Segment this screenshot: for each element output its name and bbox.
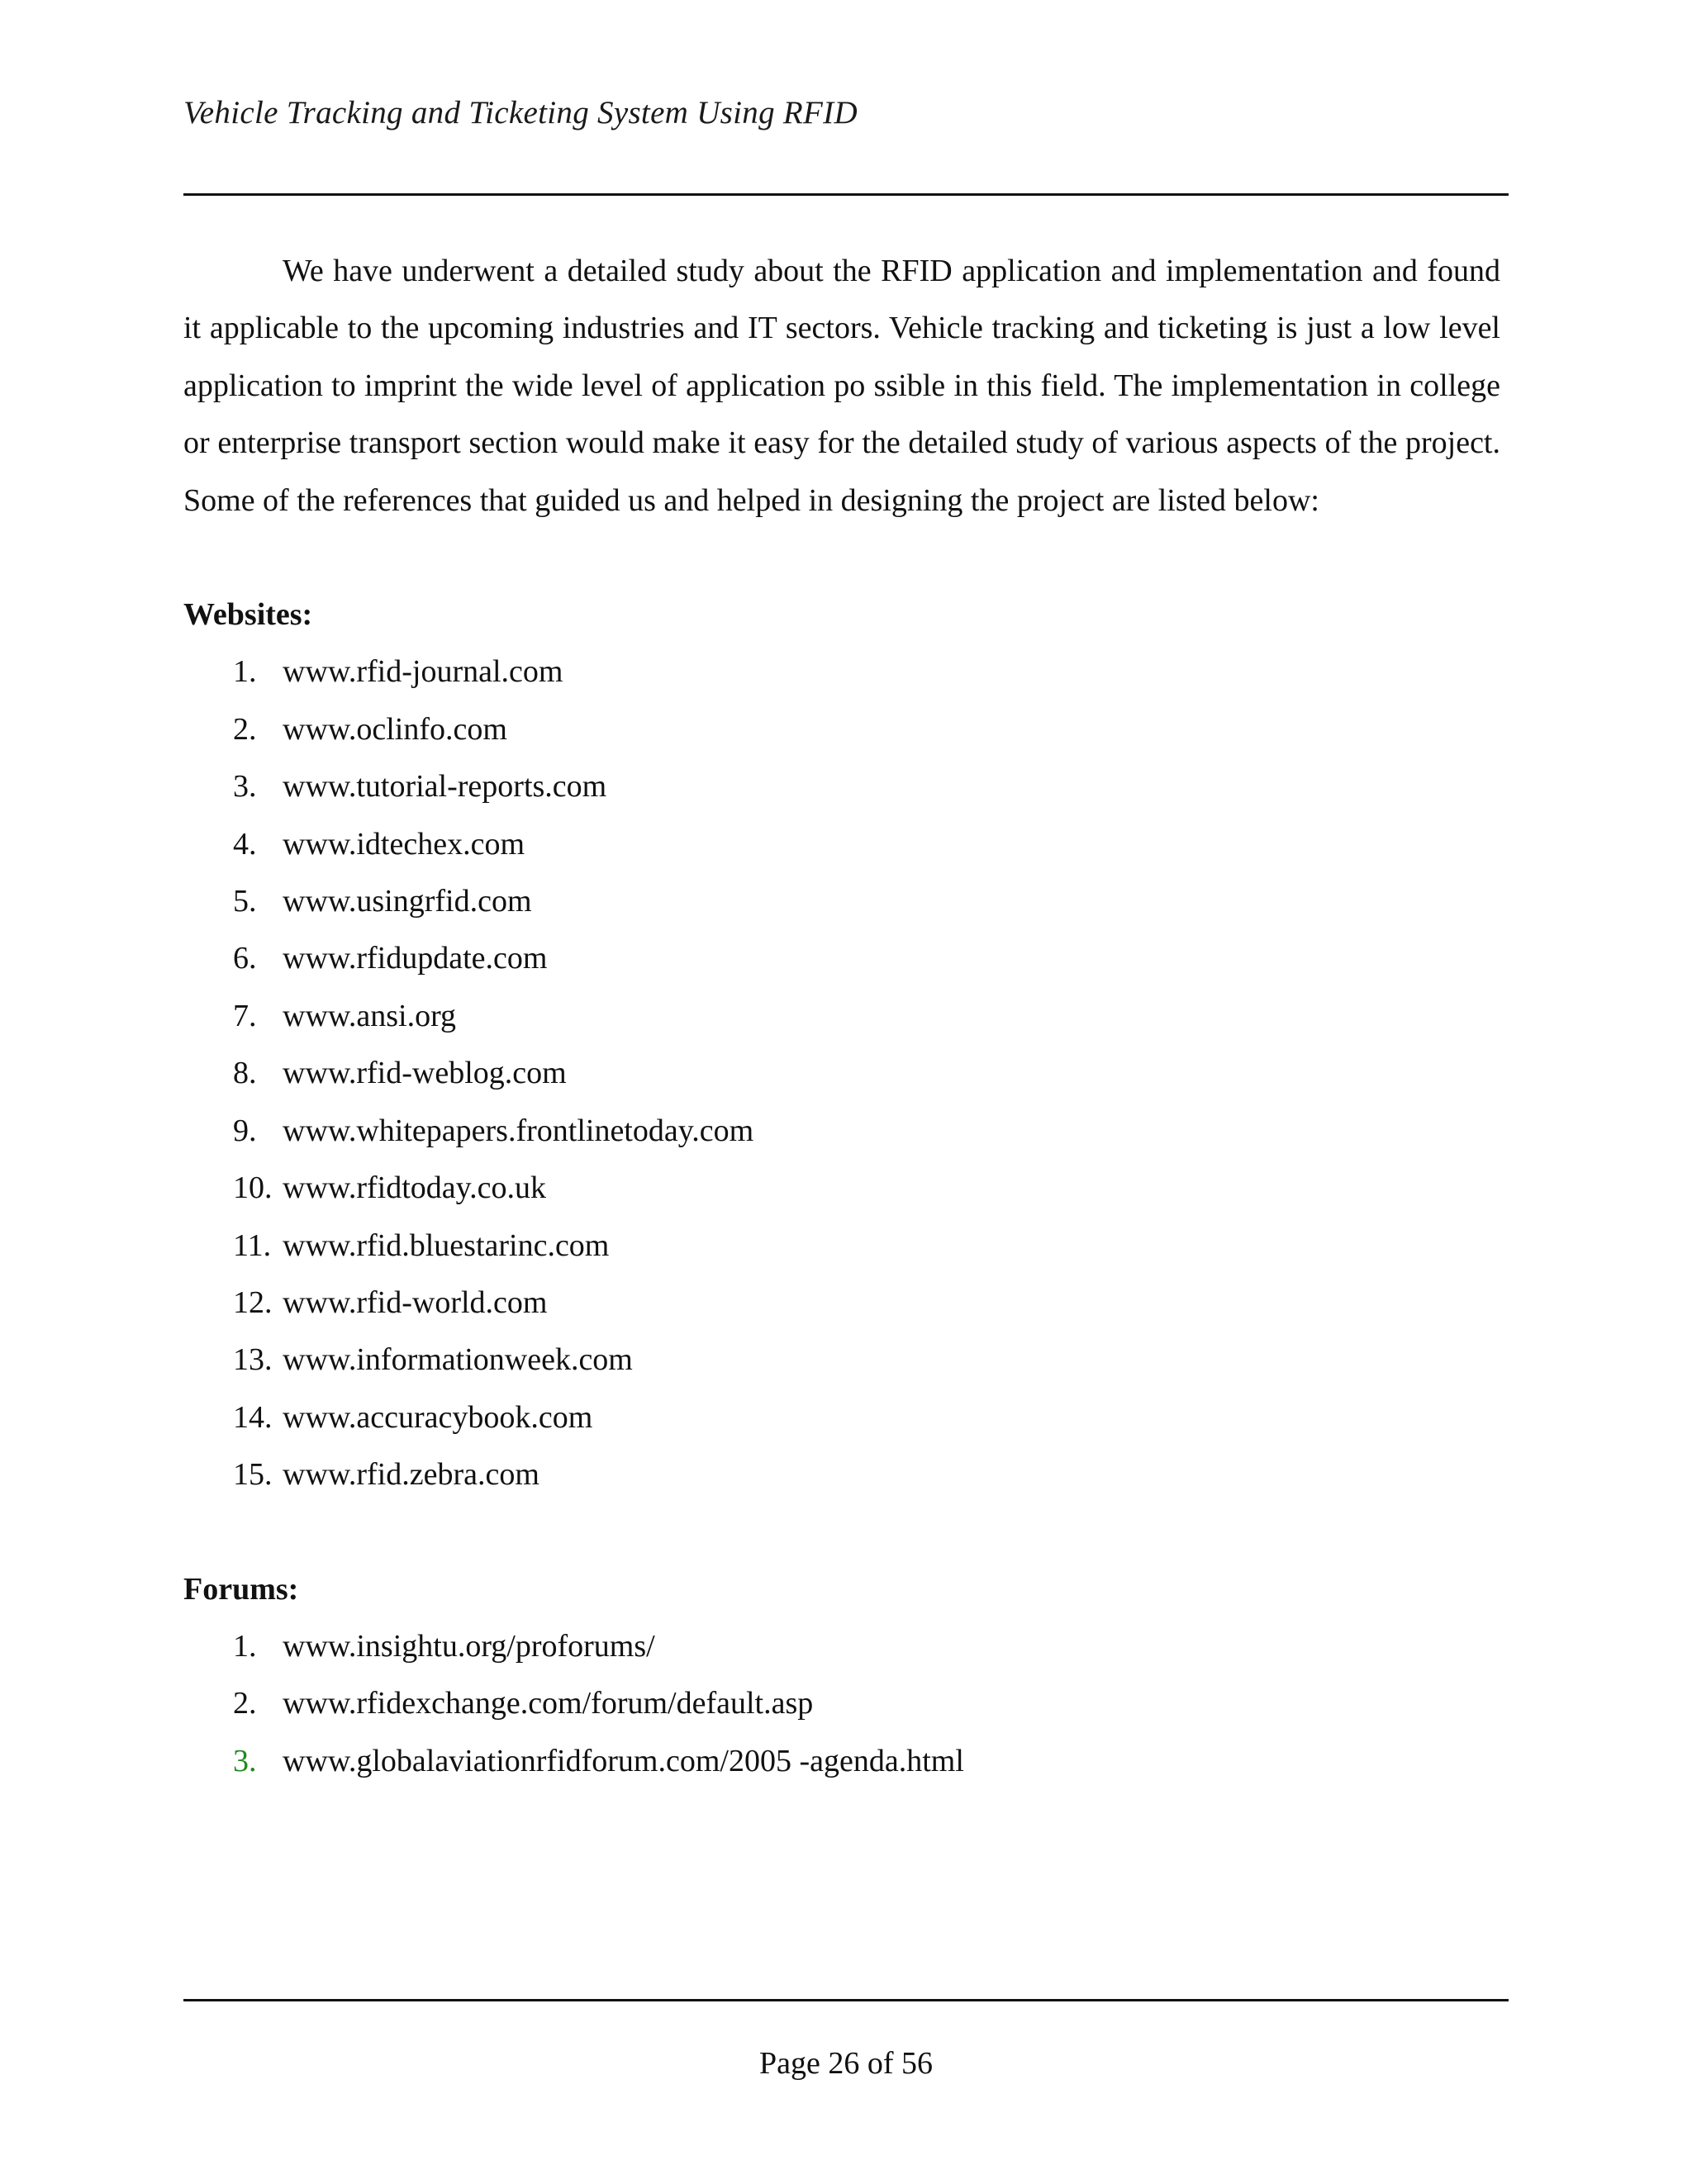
- list-item: [183, 1275, 1500, 1332]
- website-link: www.oclinfo.com: [283, 711, 507, 747]
- list-item: [183, 1733, 1500, 1790]
- list-item-number: 10.: [233, 1170, 273, 1206]
- header-divider: [183, 193, 1509, 196]
- intro-paragraph: We have underwent a detailed study about the RFID application and implementation and found it applicable to the upcoming industries and IT sectors. Vehicle tracking and ticketing is just a low level application to imprint the wide level of application po ssible in this field. The implementation in college or enterprise transport section would make it easy for the detailed study of various aspects of the project. Some of the references that guided us and helped in designing the project are listed below:: [183, 254, 1500, 518]
- website-link: www.rfid-weblog.com: [283, 1056, 567, 1091]
- website-link: www.idtechex.com: [283, 826, 525, 862]
- forums-list: [183, 1618, 1500, 1790]
- website-link: www.rfid.zebra.com: [283, 1457, 539, 1493]
- list-item-number: 1.: [233, 654, 257, 690]
- list-item: [183, 1675, 1500, 1732]
- list-item-number: 13.: [233, 1342, 273, 1378]
- website-link: www.tutorial-reports.com: [283, 769, 607, 805]
- list-item: [183, 1160, 1500, 1217]
- website-link: www.whitepapers.frontlinetoday.com: [283, 1113, 754, 1148]
- list-item-number: 9.: [233, 1113, 257, 1148]
- list-item-number: 7.: [233, 998, 257, 1033]
- list-item-number: 1.: [233, 1628, 257, 1664]
- list-item-number: 15.: [233, 1457, 273, 1493]
- list-item: [183, 643, 1500, 700]
- list-item-number: 3.: [233, 769, 257, 805]
- page-body: [183, 243, 1500, 1790]
- page-number: Page 26 of 56: [758, 2046, 934, 2081]
- website-link: www.rfidtoday.co.uk: [283, 1170, 547, 1206]
- website-link: www.rfidupdate.com: [283, 941, 548, 976]
- list-item: [183, 988, 1500, 1045]
- list-item-number: 11.: [233, 1227, 272, 1263]
- website-link: www.accuracybook.com: [283, 1399, 593, 1435]
- list-item-number: 6.: [233, 941, 257, 976]
- website-link: www.rfid-world.com: [283, 1284, 548, 1320]
- list-item: [183, 701, 1500, 758]
- list-item: [183, 816, 1500, 873]
- website-link: www.rfid-journal.com: [283, 654, 563, 690]
- list-item: [183, 1446, 1500, 1503]
- list-item: [183, 1218, 1500, 1275]
- website-link: www.informationweek.com: [283, 1342, 633, 1378]
- footer-divider: [183, 1999, 1509, 2001]
- list-item: [183, 1045, 1500, 1102]
- list-item: [183, 1389, 1500, 1446]
- forum-link: www.insightu.org/proforums/: [283, 1628, 655, 1664]
- forum-link: www.rfidexchange.com/forum/default.asp: [283, 1686, 814, 1721]
- list-item-number: 5.: [233, 884, 257, 919]
- website-link: www.ansi.org: [283, 998, 457, 1033]
- website-link: www.rfid.bluestarinc.com: [283, 1227, 610, 1263]
- forum-link: www.globalaviationrfidforum.com/2005 -agenda.html: [283, 1743, 964, 1778]
- running-header-title: Vehicle Tracking and Ticketing System Using RFID: [183, 95, 858, 131]
- list-item-number: 3.: [233, 1743, 257, 1778]
- list-item-number: 12.: [233, 1284, 273, 1320]
- list-item-number: 4.: [233, 826, 257, 862]
- list-item-number: 14.: [233, 1399, 273, 1435]
- list-item: [183, 758, 1500, 815]
- list-item: [183, 873, 1500, 930]
- list-item: [183, 1103, 1500, 1160]
- list-item-number: 8.: [233, 1056, 257, 1091]
- list-item: [183, 1618, 1500, 1675]
- list-item: [183, 930, 1500, 987]
- websites-list: [183, 643, 1500, 1503]
- websites-heading: Websites:: [183, 597, 313, 633]
- list-item: [183, 1332, 1500, 1389]
- list-item-number: 2.: [233, 711, 257, 747]
- website-link: www.usingrfid.com: [283, 884, 532, 919]
- list-item-number: 2.: [233, 1686, 257, 1721]
- forums-heading: Forums:: [183, 1571, 299, 1607]
